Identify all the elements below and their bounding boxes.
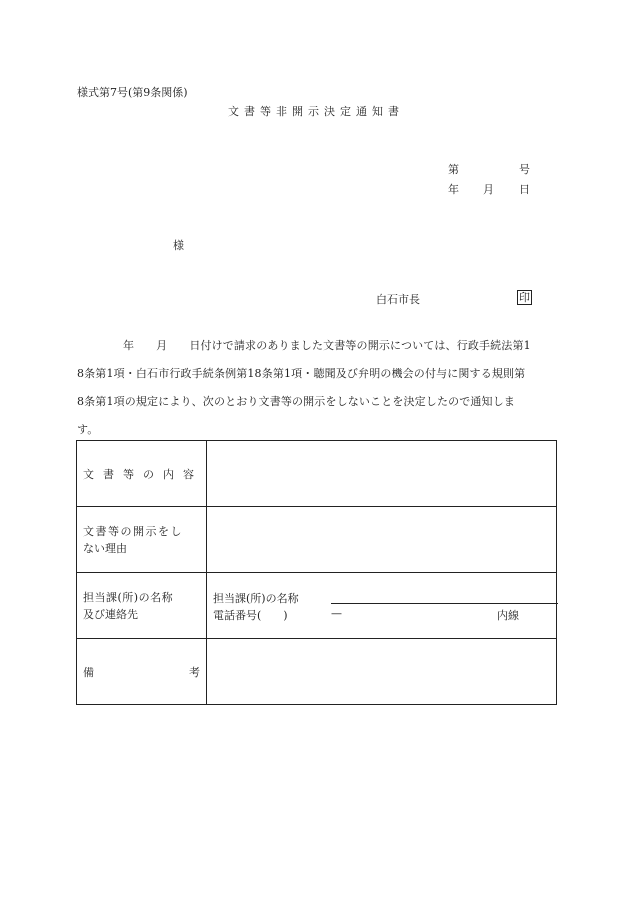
date-day: 日 bbox=[519, 183, 530, 196]
contact-department-label: 担当課(所)の名称 bbox=[213, 592, 299, 605]
label-contact: 担当課(所)の名称 及び連絡先 bbox=[77, 573, 207, 639]
body-year: 年 bbox=[123, 339, 135, 352]
body-month: 月 bbox=[156, 339, 168, 352]
extension-label: 内線 bbox=[497, 609, 519, 622]
contact-phone-label: 電話番号( ) bbox=[213, 609, 288, 622]
row-nondisclosure-reason bbox=[77, 507, 557, 573]
field-contact[interactable] bbox=[207, 573, 557, 639]
body-line-2: 8条第1項・白石市行政手続条例第18条第1項・聴聞及び弁明の機会の付与に関する規則第 bbox=[77, 367, 526, 380]
date-year: 年 bbox=[448, 183, 459, 196]
body-line-4: す。 bbox=[77, 423, 99, 436]
contact-department-underline bbox=[331, 603, 558, 604]
addressee-honorific: 様 bbox=[173, 239, 184, 252]
sender-name: 白石市長 bbox=[376, 293, 420, 306]
field-nondisclosure-reason[interactable] bbox=[207, 507, 557, 573]
row-contact bbox=[77, 573, 557, 639]
field-remarks[interactable] bbox=[207, 639, 557, 705]
number-prefix: 第 bbox=[448, 163, 459, 176]
date-month: 月 bbox=[483, 183, 494, 196]
body-line-1 bbox=[77, 332, 557, 360]
row-document-content bbox=[77, 441, 557, 507]
notice-body bbox=[77, 332, 557, 444]
label-remarks: 備 考 bbox=[77, 639, 207, 705]
seal-mark: 印 bbox=[519, 291, 530, 304]
field-document-content[interactable] bbox=[207, 441, 557, 507]
document-title: 文書等非開示決定通知書 bbox=[228, 105, 404, 118]
body-line-3: 8条第1項の規定により、次のとおり文書等の開示をしないことを決定したので通知しま bbox=[77, 395, 515, 408]
label-nondisclosure-reason: 文書等の開示をし ない理由 bbox=[77, 507, 207, 573]
number-suffix: 号 bbox=[519, 163, 530, 176]
row-remarks bbox=[77, 639, 557, 705]
label-document-content: 文 書 等 の 内 容 bbox=[77, 441, 207, 507]
phone-dash: — bbox=[331, 607, 342, 620]
body-line-1-text: 日付けで請求のありました文書等の開示については、行政手続法第1 bbox=[189, 339, 531, 352]
notice-table bbox=[76, 440, 557, 705]
form-number: 様式第7号(第9条関係) bbox=[77, 86, 188, 99]
